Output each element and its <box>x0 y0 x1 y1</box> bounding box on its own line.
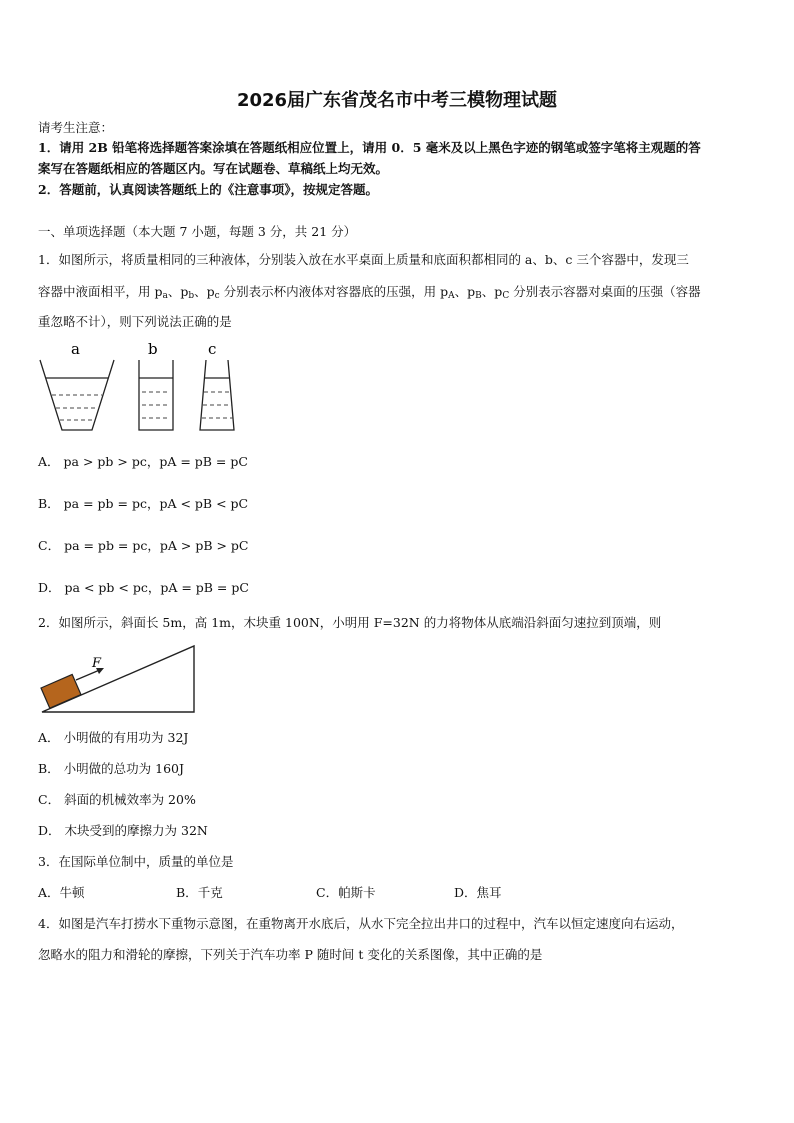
q3-option-c[interactable]: C．帕斯卡 <box>316 885 376 900</box>
container-b-label: b <box>148 340 158 358</box>
q2-option-d[interactable]: D． 木块受到的摩擦力为 32N <box>38 823 208 838</box>
notice-item-1-line-2: 案写在答题纸相应的答题区内。写在试题卷、草稿纸上均无效。 <box>38 161 389 176</box>
container-c-label: c <box>208 340 217 358</box>
container-a <box>40 340 114 430</box>
q3-stem: 3．在国际单位制中，质量的单位是 <box>38 854 234 869</box>
notice-item-1-line-1: 1．请用 2B 铅笔将选择题答案涂填在答题纸相应位置上，请用 0．5 毫米及以上黑色字迹的钢笔或签字笔将主观题的答 <box>38 140 701 155</box>
q1-stem-line-1: 1．如图所示，将质量相同的三种液体，分别装入放在水平桌面上质量和底面积都相同的 a、b、c 三个容器中，发现三 <box>38 252 689 267</box>
q3-options <box>38 885 502 901</box>
container-b <box>139 340 173 430</box>
q3-option-a[interactable]: A．牛顿 <box>38 885 85 900</box>
container-c <box>200 340 234 430</box>
notice-heading: 请考生注意： <box>38 120 114 135</box>
container-a-label: a <box>71 340 80 358</box>
q3-option-b[interactable]: B．千克 <box>176 885 223 900</box>
q1-stem-line-2: 容器中液面相平，用 $p_a$、$p_b$、$p_c$ 分别表示杯内液体对容器底的压强，用 $p_A$、$p_B$、$p_C$ 分别表示容器对桌面的压强（容器 <box>38 284 701 301</box>
q2-incline-figure <box>36 640 198 716</box>
q1-option-d[interactable]: D． pa < pb < pc，pA = pB = pC <box>38 580 249 595</box>
q1-option-a[interactable]: A． pa > pb > pc，pA = pB = pC <box>38 454 248 469</box>
q2-option-a[interactable]: A． 小明做的有用功为 32J <box>38 730 189 745</box>
q3-option-d[interactable]: D．焦耳 <box>454 885 502 900</box>
wooden-block <box>41 674 81 708</box>
q1-option-c[interactable]: C． pa = pb = pc，pA > pB > pC <box>38 538 249 553</box>
q1-containers-figure <box>36 340 246 440</box>
q1-option-b[interactable]: B． pa = pb = pc，pA < pB < pC <box>38 496 249 511</box>
notice-item-2: 2．答题前，认真阅读答题纸上的《注意事项》，按规定答题。 <box>38 182 378 197</box>
q4-stem-line-2: 忽略水的阻力和滑轮的摩擦，下列关于汽车功率 P 随时间 t 变化的关系图像，其中正确的是 <box>38 947 543 962</box>
q4-stem-line-1: 4．如图是汽车打捞水下重物示意图，在重物离开水底后，从水下完全拉出井口的过程中，汽车以恒定速度向右运动， <box>38 916 684 931</box>
page-title: 2026届广东省茂名市中考三模物理试题 <box>236 90 558 111</box>
section-heading: 一、单项选择题（本大题 7 小题，每题 3 分，共 21 分） <box>38 224 357 239</box>
q2-option-c[interactable]: C． 斜面的机械效率为 20% <box>38 792 196 807</box>
q1-stem-line-3: 重忽略不计），则下列说法正确的是 <box>38 314 232 329</box>
q2-stem: 2．如图所示，斜面长 5m，高 1m，木块重 100N，小明用 F=32N 的力将物体从底端沿斜面匀速拉到顶端，则 <box>38 615 662 630</box>
force-label: F <box>92 656 102 671</box>
q2-option-b[interactable]: B． 小明做的总功为 160J <box>38 761 185 776</box>
